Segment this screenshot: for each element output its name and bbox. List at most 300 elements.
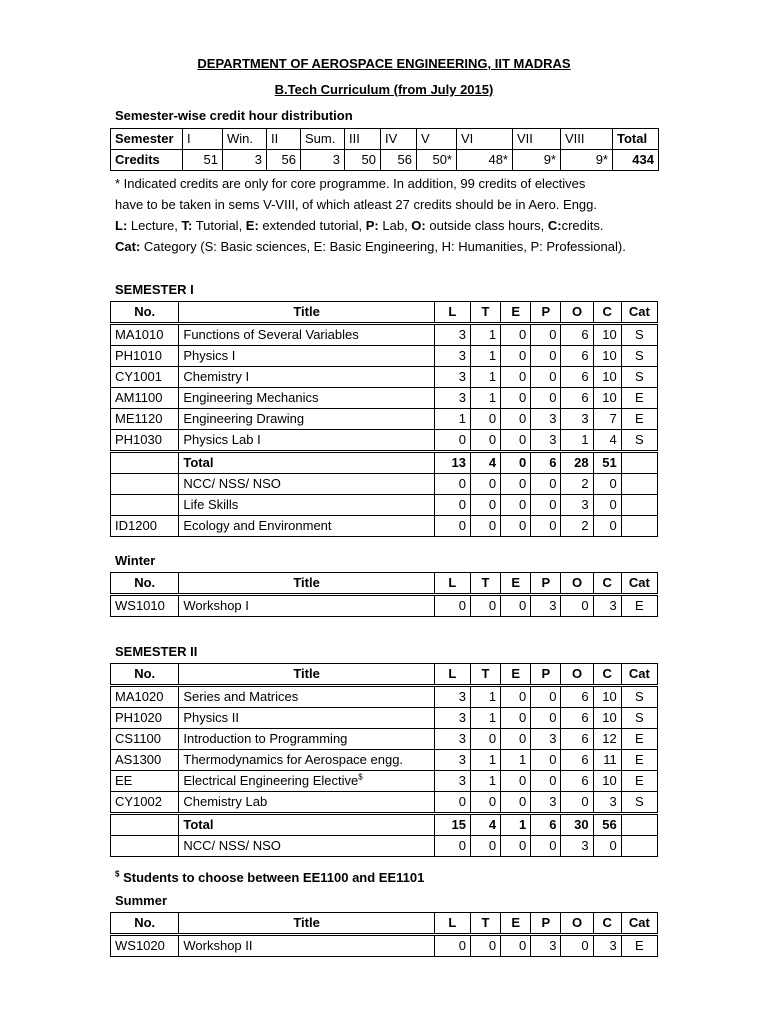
course-cell: 0 [531, 750, 561, 771]
course-cell: 1 [470, 367, 500, 388]
course-cell [621, 495, 657, 516]
course-cell: E [621, 595, 657, 617]
course-cell: 1 [470, 771, 500, 792]
course-cell [111, 495, 179, 516]
credit-distribution-table [110, 128, 659, 171]
column-header: Title [179, 913, 434, 935]
course-row [111, 792, 658, 814]
course-cell: E [621, 388, 657, 409]
course-cell: Workshop II [179, 935, 434, 957]
credit-head-cell: VI [457, 129, 513, 150]
course-cell: Chemistry I [179, 367, 434, 388]
course-cell: 0 [593, 516, 621, 537]
course-cell: 0 [470, 935, 500, 957]
course-cell: Engineering Mechanics [179, 388, 434, 409]
course-cell: 0 [531, 495, 561, 516]
course-cell: 0 [470, 409, 500, 430]
credit-value-cell: 48* [457, 150, 513, 171]
column-header: O [561, 302, 593, 324]
course-cell: 0 [470, 595, 500, 617]
course-cell: 0 [531, 516, 561, 537]
course-cell: 0 [470, 836, 500, 857]
course-cell: 0 [531, 346, 561, 367]
course-row [111, 324, 658, 346]
column-header: No. [111, 664, 179, 686]
course-cell: Workshop I [179, 595, 434, 617]
category-text: Category (S: Basic sciences, E: Basic Engineering, H: Humanities, P: Professional). [140, 239, 626, 254]
course-cell: 3 [593, 595, 621, 617]
column-header: Title [179, 573, 434, 595]
total-cell: Total [179, 452, 434, 474]
course-cell: 6 [561, 729, 593, 750]
total-row [111, 452, 658, 474]
course-cell: 3 [561, 836, 593, 857]
course-cell: Physics II [179, 708, 434, 729]
course-cell: E [621, 750, 657, 771]
course-cell: 0 [501, 388, 531, 409]
column-header: P [531, 664, 561, 686]
credit-value-cell: 9* [513, 150, 561, 171]
course-cell: 0 [561, 595, 593, 617]
semester-1-title: SEMESTER I [115, 282, 194, 297]
total-cell: 0 [501, 452, 531, 474]
course-cell: 0 [531, 771, 561, 792]
course-cell: 0 [501, 409, 531, 430]
total-cell: 4 [470, 452, 500, 474]
column-header: E [501, 573, 531, 595]
course-cell: 3 [434, 771, 470, 792]
note-line-2: have to be taken in sems V-VIII, of which atleast 27 credits should be in Aero. Engg. [115, 197, 598, 212]
course-cell: PH1020 [111, 708, 179, 729]
credit-value-cell: Credits [111, 150, 183, 171]
credit-value-cell: 51 [183, 150, 223, 171]
credit-head-cell: IV [381, 129, 417, 150]
course-cell: 0 [501, 708, 531, 729]
column-header: L [434, 664, 470, 686]
course-cell: 11 [593, 750, 621, 771]
credit-head-row [111, 129, 659, 150]
course-cell: 6 [561, 750, 593, 771]
course-cell: 1 [501, 750, 531, 771]
legend-key: P: [365, 218, 379, 233]
footnote-marker: $ [115, 869, 120, 879]
credit-head-cell: III [345, 129, 381, 150]
total-cell: 4 [470, 814, 500, 836]
course-cell: E [621, 935, 657, 957]
column-header: Title [179, 302, 434, 324]
column-header: P [531, 302, 561, 324]
course-cell: 10 [593, 388, 621, 409]
legend-text: Lecture, [127, 218, 182, 233]
course-cell: 1 [561, 430, 593, 452]
course-cell: 0 [531, 708, 561, 729]
course-cell: 6 [561, 367, 593, 388]
total-cell: 15 [434, 814, 470, 836]
course-cell: 0 [434, 516, 470, 537]
course-cell: 0 [501, 474, 531, 495]
column-header: L [434, 302, 470, 324]
summer-table [110, 912, 658, 957]
course-cell [111, 474, 179, 495]
course-cell: 3 [531, 430, 561, 452]
course-cell [111, 836, 179, 857]
course-cell: 12 [593, 729, 621, 750]
course-cell: E [621, 729, 657, 750]
course-row [111, 935, 658, 957]
legend-text: Lab, [378, 218, 412, 233]
summer-title: Summer [115, 893, 168, 908]
course-cell: 3 [561, 409, 593, 430]
course-row [111, 729, 658, 750]
course-cell: EE [111, 771, 179, 792]
course-cell: 10 [593, 324, 621, 346]
course-cell: 0 [470, 792, 500, 814]
course-row [111, 595, 658, 617]
course-cell: Engineering Drawing [179, 409, 434, 430]
credit-distribution-title: Semester-wise credit hour distribution [115, 108, 353, 123]
column-header: P [531, 573, 561, 595]
course-cell: 0 [501, 346, 531, 367]
course-cell: Electrical Engineering Elective$ [179, 771, 434, 792]
total-cell: 6 [531, 814, 561, 836]
category-key: Cat: [115, 239, 141, 254]
course-cell: 0 [434, 495, 470, 516]
course-cell: 0 [470, 516, 500, 537]
course-cell: 0 [531, 836, 561, 857]
course-cell: S [621, 686, 657, 708]
extra-course-row [111, 495, 658, 516]
credit-value-cell: 50 [345, 150, 381, 171]
course-cell: 0 [531, 686, 561, 708]
column-header: C [593, 302, 621, 324]
course-row [111, 388, 658, 409]
column-header: E [501, 664, 531, 686]
course-row [111, 346, 658, 367]
course-cell: 3 [531, 595, 561, 617]
course-header-row [111, 913, 658, 935]
course-cell [621, 516, 657, 537]
course-cell: 0 [501, 771, 531, 792]
course-cell: 10 [593, 708, 621, 729]
column-header: O [561, 664, 593, 686]
course-cell: 0 [593, 495, 621, 516]
total-cell: 56 [593, 814, 621, 836]
course-cell: Thermodynamics for Aerospace engg. [179, 750, 434, 771]
course-cell: 3 [531, 935, 561, 957]
course-cell: 3 [434, 324, 470, 346]
course-cell: 0 [501, 324, 531, 346]
column-header: Cat [621, 664, 657, 686]
course-cell: NCC/ NSS/ NSO [179, 836, 434, 857]
course-cell: 6 [561, 708, 593, 729]
course-header-row [111, 302, 658, 324]
course-cell: Physics I [179, 346, 434, 367]
total-cell [111, 452, 179, 474]
course-cell: 0 [531, 474, 561, 495]
course-cell: S [621, 430, 657, 452]
course-cell: 1 [470, 346, 500, 367]
total-row [111, 814, 658, 836]
course-cell: 3 [531, 729, 561, 750]
legend-key: E: [245, 218, 259, 233]
extra-course-row [111, 516, 658, 537]
credit-value-cell: 434 [613, 150, 659, 171]
course-cell: 3 [561, 495, 593, 516]
course-cell: 4 [593, 430, 621, 452]
column-header: C [593, 664, 621, 686]
winter-table [110, 572, 658, 617]
course-cell: 3 [531, 792, 561, 814]
course-cell: 0 [501, 495, 531, 516]
course-cell: Functions of Several Variables [179, 324, 434, 346]
column-header: O [561, 573, 593, 595]
winter-title: Winter [115, 553, 156, 568]
course-cell: 0 [501, 595, 531, 617]
course-cell: 1 [470, 750, 500, 771]
footnote [115, 870, 424, 885]
department-heading: DEPARTMENT OF AEROSPACE ENGINEERING, IIT MADRAS [197, 56, 571, 71]
course-cell [621, 474, 657, 495]
course-cell: 6 [561, 686, 593, 708]
column-header: P [531, 913, 561, 935]
course-cell: 0 [434, 474, 470, 495]
course-cell: 10 [593, 367, 621, 388]
legend-key: C: [547, 218, 562, 233]
course-cell: 0 [434, 595, 470, 617]
course-cell: 0 [531, 324, 561, 346]
credit-head-cell: VII [513, 129, 561, 150]
course-cell: 3 [434, 686, 470, 708]
column-header: Cat [621, 573, 657, 595]
course-cell: 0 [434, 935, 470, 957]
credit-head-cell: Win. [223, 129, 267, 150]
course-cell: 1 [470, 686, 500, 708]
course-cell: MA1010 [111, 324, 179, 346]
course-cell: 0 [531, 388, 561, 409]
course-cell: S [621, 367, 657, 388]
credit-head-cell: Total [613, 129, 659, 150]
course-cell: 0 [470, 495, 500, 516]
course-cell: 0 [501, 367, 531, 388]
column-header: L [434, 913, 470, 935]
course-cell: PH1030 [111, 430, 179, 452]
course-cell: 1 [470, 324, 500, 346]
course-cell: CY1001 [111, 367, 179, 388]
course-cell: 0 [434, 430, 470, 452]
course-cell: 0 [501, 935, 531, 957]
column-header: Cat [621, 302, 657, 324]
course-cell: 0 [501, 430, 531, 452]
course-row [111, 686, 658, 708]
column-header: E [501, 913, 531, 935]
course-cell: E [621, 771, 657, 792]
category-line [115, 239, 626, 254]
course-cell: ID1200 [111, 516, 179, 537]
course-cell: 3 [593, 792, 621, 814]
course-cell: 6 [561, 388, 593, 409]
total-cell [111, 814, 179, 836]
column-header: T [470, 302, 500, 324]
course-cell: 3 [434, 367, 470, 388]
course-cell: 0 [434, 836, 470, 857]
column-header: No. [111, 302, 179, 324]
column-header: Cat [621, 913, 657, 935]
course-cell: S [621, 346, 657, 367]
total-cell: Total [179, 814, 434, 836]
course-cell: 0 [470, 729, 500, 750]
column-header: Title [179, 664, 434, 686]
total-cell [621, 452, 657, 474]
column-header: T [470, 913, 500, 935]
extra-course-row [111, 836, 658, 857]
credit-value-cell: 9* [561, 150, 613, 171]
course-cell: 1 [434, 409, 470, 430]
course-cell: PH1010 [111, 346, 179, 367]
course-cell: E [621, 409, 657, 430]
credit-value-cell: 50* [417, 150, 457, 171]
course-cell: 2 [561, 474, 593, 495]
course-cell: 3 [531, 409, 561, 430]
elective-footnote-marker: $ [358, 772, 363, 782]
course-cell: Life Skills [179, 495, 434, 516]
course-cell: 0 [501, 729, 531, 750]
course-cell: 3 [434, 388, 470, 409]
course-cell: S [621, 708, 657, 729]
course-cell: 0 [561, 792, 593, 814]
course-cell: Introduction to Programming [179, 729, 434, 750]
course-cell: CY1002 [111, 792, 179, 814]
column-header: C [593, 913, 621, 935]
course-row [111, 708, 658, 729]
course-cell: 0 [501, 516, 531, 537]
course-cell: 3 [434, 729, 470, 750]
column-header: No. [111, 573, 179, 595]
course-cell: 6 [561, 324, 593, 346]
course-header-row [111, 664, 658, 686]
column-header: E [501, 302, 531, 324]
total-cell: 51 [593, 452, 621, 474]
course-cell: 0 [501, 792, 531, 814]
course-cell: 10 [593, 686, 621, 708]
column-header: T [470, 573, 500, 595]
course-cell: S [621, 792, 657, 814]
course-cell: 0 [531, 367, 561, 388]
total-cell: 30 [561, 814, 593, 836]
legend-text: credits. [561, 218, 604, 233]
course-cell: 3 [434, 346, 470, 367]
semester-2-table [110, 663, 658, 857]
course-cell: Series and Matrices [179, 686, 434, 708]
column-header: O [561, 913, 593, 935]
column-header: L [434, 573, 470, 595]
course-cell: 3 [434, 708, 470, 729]
course-cell: 0 [470, 474, 500, 495]
course-row [111, 750, 658, 771]
column-header: T [470, 664, 500, 686]
credit-value-cell: 3 [301, 150, 345, 171]
course-cell: 7 [593, 409, 621, 430]
course-cell: AM1100 [111, 388, 179, 409]
total-cell: 1 [501, 814, 531, 836]
course-cell: ME1120 [111, 409, 179, 430]
course-row [111, 409, 658, 430]
total-cell: 13 [434, 452, 470, 474]
course-cell: 10 [593, 771, 621, 792]
course-cell: AS1300 [111, 750, 179, 771]
course-row [111, 430, 658, 452]
course-cell: 0 [470, 430, 500, 452]
course-header-row [111, 573, 658, 595]
course-cell: 1 [470, 708, 500, 729]
legend-key: O: [411, 218, 426, 233]
course-cell: CS1100 [111, 729, 179, 750]
credit-value-cell: 56 [267, 150, 301, 171]
course-cell: 3 [593, 935, 621, 957]
column-header: No. [111, 913, 179, 935]
course-cell: 6 [561, 346, 593, 367]
total-cell: 28 [561, 452, 593, 474]
course-cell: 0 [434, 792, 470, 814]
course-cell [621, 836, 657, 857]
course-cell: WS1020 [111, 935, 179, 957]
course-cell: Physics Lab I [179, 430, 434, 452]
course-cell: 0 [561, 935, 593, 957]
credit-head-cell: II [267, 129, 301, 150]
footnote-text: Students to choose between EE1100 and EE1101 [119, 870, 425, 885]
column-header: C [593, 573, 621, 595]
course-cell: S [621, 324, 657, 346]
legend-line [115, 218, 604, 233]
legend-text: outside class hours, [425, 218, 548, 233]
course-cell: 0 [501, 836, 531, 857]
course-cell: 0 [501, 686, 531, 708]
legend-text: Tutorial, [192, 218, 246, 233]
credit-head-cell: Semester [111, 129, 183, 150]
credit-value-cell: 56 [381, 150, 417, 171]
course-cell: 10 [593, 346, 621, 367]
semester-2-title: SEMESTER II [115, 644, 198, 659]
course-row [111, 771, 658, 792]
total-cell: 6 [531, 452, 561, 474]
course-cell: MA1020 [111, 686, 179, 708]
credit-head-cell: I [183, 129, 223, 150]
legend-text: extended tutorial, [258, 218, 366, 233]
legend-key: L: [115, 218, 128, 233]
course-row [111, 367, 658, 388]
curriculum-heading: B.Tech Curriculum (from July 2015) [274, 82, 494, 97]
total-cell [621, 814, 657, 836]
credit-head-cell: VIII [561, 129, 613, 150]
course-cell: 3 [434, 750, 470, 771]
legend-key: T: [181, 218, 193, 233]
course-cell: Ecology and Environment [179, 516, 434, 537]
course-cell: 0 [593, 836, 621, 857]
credit-value-cell: 3 [223, 150, 267, 171]
course-cell: WS1010 [111, 595, 179, 617]
course-cell: 6 [561, 771, 593, 792]
course-cell: NCC/ NSS/ NSO [179, 474, 434, 495]
course-cell: 1 [470, 388, 500, 409]
note-line-1: * Indicated credits are only for core programme. In addition, 99 credits of electives [115, 176, 586, 191]
course-cell: 0 [593, 474, 621, 495]
credit-values-row [111, 150, 659, 171]
extra-course-row [111, 474, 658, 495]
semester-1-table [110, 301, 658, 537]
course-cell: Chemistry Lab [179, 792, 434, 814]
course-cell: 2 [561, 516, 593, 537]
credit-head-cell: Sum. [301, 129, 345, 150]
credit-head-cell: V [417, 129, 457, 150]
